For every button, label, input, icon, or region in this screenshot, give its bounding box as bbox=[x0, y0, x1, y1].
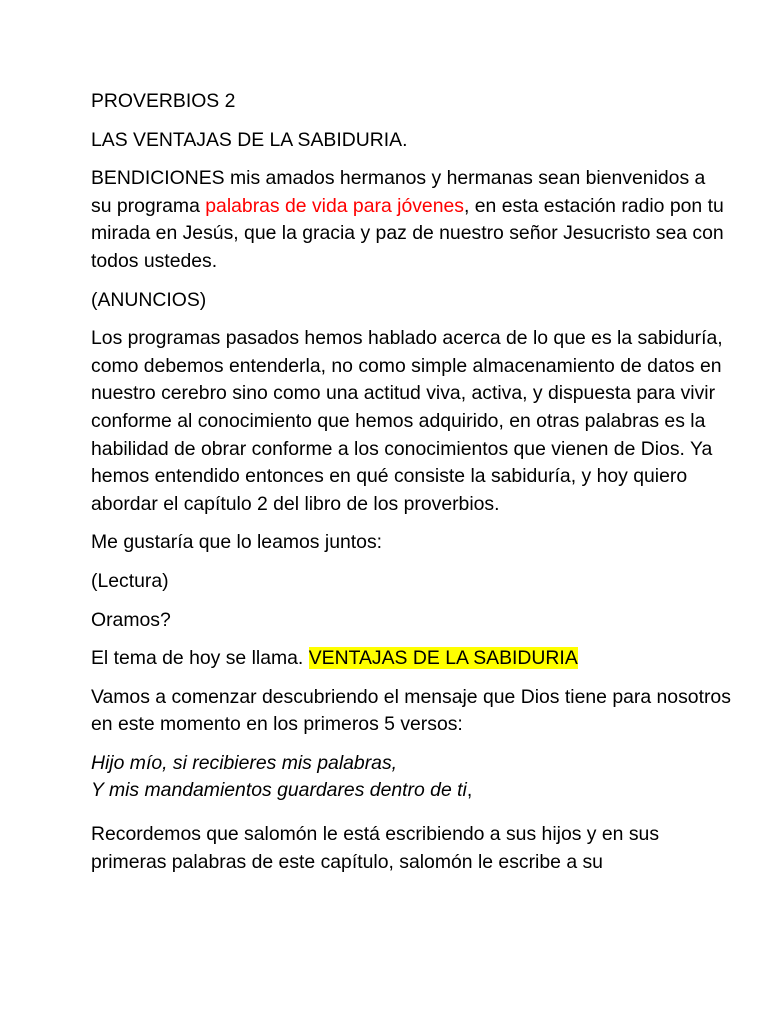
body-paragraph-2: Recordemos que salomón le está escribiendo a sus hijos y en sus primeras palabras de este capítulo, salomón le escribe a su bbox=[91, 823, 660, 873]
verse-line-1: Hijo mío, si recibieres mis palabras, bbox=[91, 751, 398, 774]
verse-block bbox=[91, 750, 731, 805]
invite-line: Me gustaría que lo leamos juntos: bbox=[91, 531, 383, 554]
blank-line bbox=[91, 805, 731, 821]
pray-line: Oramos? bbox=[91, 608, 171, 631]
intro-text-1: BENDICIONES mis amados hermanos y hermanas sean bienvenidos a su programa bbox=[91, 167, 706, 217]
program-name: palabras de vida para jóvenes bbox=[205, 194, 464, 217]
document-subheading: LAS VENTAJAS DE LA SABIDURIA. bbox=[91, 128, 408, 151]
topic-prefix: El tema de hoy se llama. bbox=[91, 647, 309, 670]
start-paragraph: Vamos a comenzar descubriendo el mensaje que Dios tiene para nosotros en este momento en los primeros 5 versos: bbox=[91, 685, 731, 736]
verse-line-2-punct: , bbox=[466, 779, 473, 802]
body-paragraph-1: Los programas pasados hemos hablado acerca de lo que es la sabiduría, como debemos entenderla, no como simple almacenamiento de datos en nuestro cerebro sino como una actitud viva, activa, y dispuesta para vivir conforme al conocimiento que hemos adquirido, en otras palabras es la habilidad de obrar conforme a los conocimientos que vienen de Dios. Ya hemos entendido entonces en qué consiste la sabiduría, y hoy quiero abordar el capítulo 2 del libro de los proverbios. bbox=[91, 327, 723, 515]
announcements-note: (ANUNCIOS) bbox=[91, 288, 207, 311]
intro-text-2: , en esta estación radio pon tu mirada en Jesús, que la gracia y paz de nuestro señor Jesucristo sea con todos ustedes. bbox=[91, 194, 724, 272]
topic-highlight: VENTAJAS DE LA SABIDURIA bbox=[308, 647, 578, 670]
intro-paragraph bbox=[91, 165, 731, 275]
topic-line bbox=[91, 645, 731, 673]
document-page bbox=[91, 88, 731, 887]
verse-line-2: Y mis mandamientos guardares dentro de ti bbox=[91, 779, 467, 802]
reading-note: (Lectura) bbox=[91, 569, 169, 592]
document-heading: PROVERBIOS 2 bbox=[91, 90, 236, 112]
